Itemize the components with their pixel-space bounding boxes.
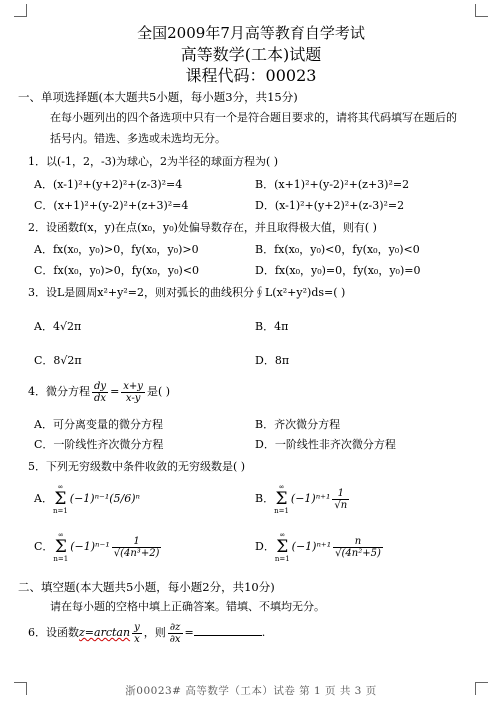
sigma-symbol: ∞ Σ n=1 [52,483,68,515]
q4-option-b: B．齐次微分方程 [255,418,341,431]
section1-instruction-1: 在每小题列出的四个备选项中只有一个是符合题目要求的，请将其代码填写在题后的 [50,111,457,124]
q5-option-a: A．∞ Σ n=1(−1)ⁿ⁻¹(5/6)ⁿ [34,483,140,515]
q2-option-b: B．fx(x₀，y₀)<0，fy(x₀，y₀)<0 [255,243,420,256]
course-code: 课程代码：00023 [185,66,317,85]
q6-partial-fraction: $\frac{\partial z}{\partial x}$ [169,621,181,645]
q3-option-d: D．8π [255,354,290,367]
section2-heading: 二、填空题(本大题共5小题，每小题2分，共10分) [18,580,275,594]
q4-option-c: C．一阶线性齐次微分方程 [34,438,164,451]
q5-option-d: D．∞ Σ n=1(−1)ⁿ⁺¹ $\frac{n}{\text{√(4n²+5)}}$ [255,531,381,563]
section2-instruction: 请在每小题的空格中填上正确答案。错填、不填均无分。 [50,600,325,613]
q4-option-d: D．一阶线性非齐次微分方程 [255,438,396,451]
section1-instruction-2: 括号内。错选、多选或未选均无分。 [50,132,226,145]
q1-stem: 1．以(-1，2，-3)为球心，2为半径的球面方程为( ) [28,155,279,168]
q1-option-d: D．(x-1)²+(y+2)²+(z-3)²=2 [255,199,405,212]
q5-b-fraction: $\frac{1}{√n}$ [334,487,348,511]
crop-mark-top-right [475,4,488,17]
q6-answer-blank [194,625,262,636]
q3-option-c: C．8√2π [34,354,82,367]
q2-option-a: A．fx(x₀，y₀)>0，fy(x₀，y₀)>0 [34,243,199,256]
q5-stem: 5．下列无穷级数中条件收敛的无穷级数是( ) [28,460,246,473]
q4-stem: 4．微分方程 $\frac{dy}{dx}$ = $\frac{x+y}{x-y}$ 是( ) [28,380,171,404]
crop-mark-top-left [14,4,27,17]
q4-lhs-fraction: $\frac{dy}{dx}$ [94,380,107,404]
page-footer: 浙00023# 高等数学（工本）试卷 第 1 页 共 3 页 [125,685,377,697]
section1-heading: 一、单项选择题(本大题共5小题，每小题3分，共15分) [18,90,298,104]
q5-option-c: C．∞ Σ n=1(−1)ⁿ⁻¹ $\frac{1}{\text{√(4n³+2)}}$ [34,531,160,563]
q1-option-b: B．(x+1)²+(y-2)²+(z+3)²=2 [255,178,410,191]
subject-title: 高等数学(工本)试题 [180,45,322,64]
exam-line: 全国2009年7月高等教育自学考试 [137,24,365,42]
q3-option-b: B．4π [255,320,289,333]
q5-c-fraction: $\frac{1}{\text{√(4n³+2)}}$ [113,535,160,559]
sigma-symbol: ∞ Σ n=1 [274,531,290,563]
q4-rhs-fraction: $\frac{x+y}{x-y}$ [123,380,143,404]
q6-y-over-x: $\frac{y}{x}$ [134,621,140,645]
q6-function: z=arctan [79,626,131,639]
q1-option-a: A．(x-1)²+(y+2)²+(z-3)²=4 [34,178,183,191]
q5-option-b: B．∞ Σ n=1(−1)ⁿ⁺¹ $\frac{1}{√n}$ [255,483,348,515]
q2-option-c: C．fx(x₀，y₀)>0，fy(x₀，y₀)<0 [34,264,200,277]
q5-d-fraction: $\frac{n}{\text{√(4n²+5)}}$ [335,535,381,559]
sigma-symbol: ∞ Σ n=1 [274,483,289,515]
sigma-symbol: ∞ Σ n=1 [53,531,69,563]
q3-option-a: A．4√2π [34,320,82,333]
q1-option-c: C．(x+1)²+(y-2)²+(z+3)²=4 [34,199,189,212]
q2-option-d: D．fx(x₀，y₀)=0，fy(x₀，y₀)=0 [255,264,421,277]
q4-stem-prefix: 4．微分方程 [28,385,90,398]
q3-stem: 3．设L是圆周x²+y²=2，则对弧长的曲线积分∮L(x²+y²)ds=( ) [28,286,346,299]
q2-stem: 2．设函数f(x，y)在点(x₀，y₀)处偏导数存在，并且取得极大值，则有( ) [28,221,377,234]
q4-stem-suffix: 是( ) [146,385,171,398]
q4-option-a: A．可分离变量的微分方程 [34,418,163,431]
q6-stem: 6．设函数z=arctan $\frac{y}{x}$ ，则 $\frac{\partial z}{\partial x}$ = . [28,621,266,645]
